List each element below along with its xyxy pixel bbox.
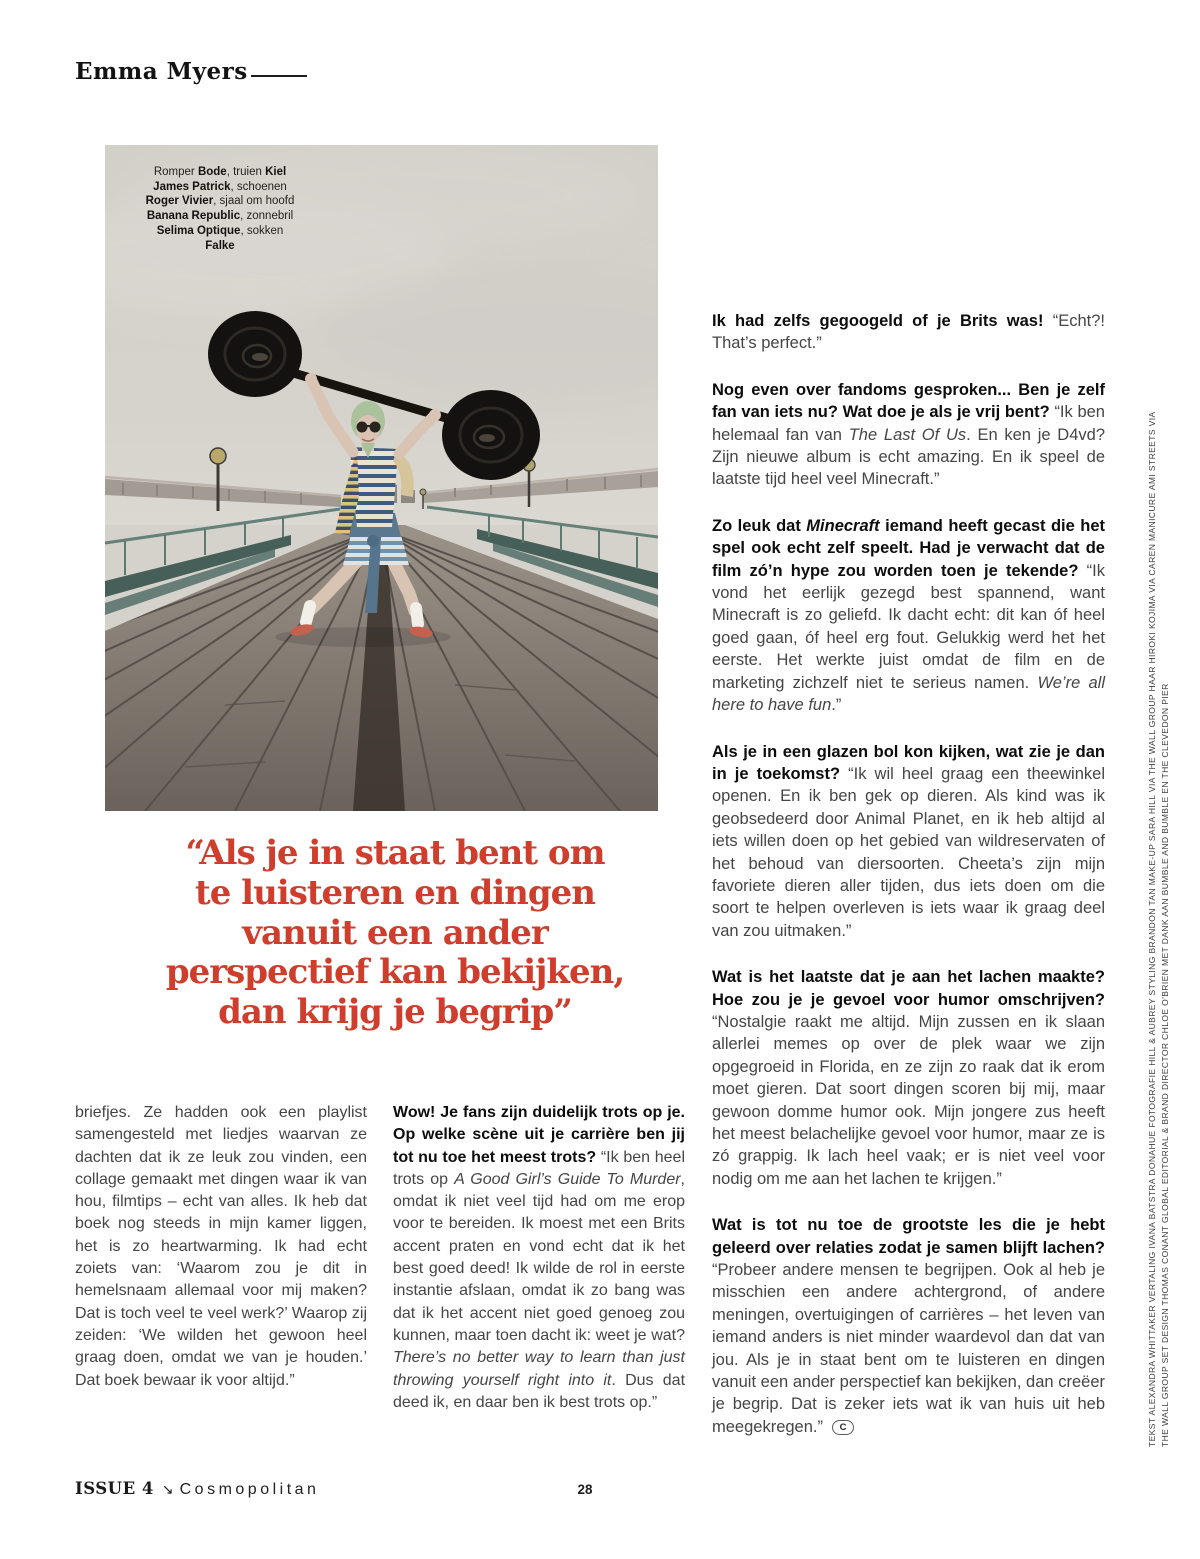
cosmo-end-mark: C (832, 1420, 855, 1435)
quote-line: “Als je in staat bent om (185, 833, 605, 873)
quote-line: dan krijg je begrip” (218, 992, 572, 1033)
paragraph (712, 310, 1105, 355)
paragraph (75, 1102, 367, 1392)
column-middle (393, 1102, 685, 1438)
column-left (75, 1102, 367, 1416)
text-run: iemand heeft gecast die het spel ook echt zelf speelt. Had je verwacht dat de film zó’n hype zou worden toen je tekende? (712, 516, 1105, 580)
text-run: “Ik vond het eerlijk gezegd best spannend, want Minecraft is zo geliefd. Ik dacht echt: dit kan óf heel goed gaan, óf heel erg fout. Gelukkig werd het het eerste. Het werkte juist omdat de film en de marketing zichzelf niet te serieus namen. (712, 561, 1105, 692)
text-run: “Echt?! That’s perfect.” (712, 312, 1105, 353)
pull-quote (95, 834, 695, 1033)
author-header (75, 58, 307, 85)
text-run: Romper (153, 166, 198, 178)
text-run: “Ik ben heel trots op (393, 1148, 685, 1188)
text-run: Ik had zelfs gegoogeld of je Brits was! (712, 312, 1053, 330)
text-run: Falke (205, 239, 235, 252)
paragraph (393, 1102, 685, 1414)
author-name: Emma Myers (75, 58, 248, 85)
text-run: Kiel James Patrick (153, 166, 287, 193)
credits-line-2: THE WALL GROUP SET DESIGN THOMAS CONANT GLOBAL EDITORIAL & BRAND DIRECTOR CHLOE O'BRIEN MET DANK AAN BUMBLE AND BUMBLE EN THE CLEVEDON PIER (1160, 683, 1170, 1447)
photo-illustration (105, 145, 658, 811)
author-underscore-rule (251, 75, 307, 77)
text-run: A Good Girl’s Guide To Murder (454, 1170, 681, 1188)
text-run: Wow! Je fans zijn duidelijk trots op je. Op welke scène uit je carrière ben jij tot nu toe het meest trots? (393, 1104, 685, 1166)
quote-line: perspectief kan bekijken, (165, 952, 625, 993)
credits-vertical (1146, 411, 1172, 1447)
column-right (712, 310, 1105, 1462)
page-number: 28 (577, 1482, 593, 1497)
text-run: Roger Vivier (145, 195, 214, 208)
text-run: The Last Of Us (848, 425, 967, 444)
text-run: Zo leuk dat (712, 516, 807, 535)
photo-caption (141, 165, 299, 253)
text-run: Als je in een glazen bol kon kijken, wat zie je dan in je toekomst? (712, 742, 1105, 783)
text-run: , schoenen (230, 180, 287, 193)
text-run: , truien (226, 166, 266, 178)
text-run: , sjaal om hoofd (213, 195, 295, 208)
paragraph (712, 379, 1105, 491)
text-run: Nog even over fandoms gesproken... Ben je zelf fan van iets nu? Wat doe je als je vrij bent? (712, 380, 1105, 422)
text-run: , omdat ik niet veel tijd had om me erop voor te bereiden. Ik moest met een Brits accent praten en vond echt dat ik het best goed deed! Ik wilde de rol in eerste instantie afslaan, omdat ik zo bang was dat ik het accent niet goed genoeg zou kunnen, maar toen dacht ik: weet je wat? (393, 1170, 685, 1344)
text-run: There’s no better way to learn than just throwing yourself right into it (393, 1349, 685, 1389)
text-run: “Ik ben helemaal fan van (712, 403, 1105, 444)
text-run: , zonnebril (240, 210, 294, 223)
quote-line: te luisteren en dingen (194, 872, 596, 913)
paragraph (712, 515, 1105, 717)
text-run: Selima Optique (156, 224, 241, 237)
text-run: Minecraft (806, 516, 880, 535)
text-run: .” (831, 696, 842, 715)
paragraph (712, 741, 1105, 943)
text-run: “Nostalgie raakt me altijd. Mijn zussen en ik slaan allerlei memes op over de plek waar we zijn opgegroeid in Florida, en ze zijn zo raak dat ik erom moet gieren. Dat soort dingen scoren bij mij, maar gewoon domme humor ook. Mijn jongere zus heeft het meest belachelijke gevoel voor humor, maar ze is zó grappig. Ik lach heel vaak; er is niet veel voor nodig om me aan het lachen te krijgen.” (712, 1012, 1105, 1188)
paragraph (712, 966, 1105, 1190)
text-run: “Ik wil heel graag een theewinkel openen. En ik ben gek op dieren. Als kind was ik geobsedeerd door Animal Planet, en ik heb altijd al iets willen doen op het gebied van wildreservaten of het behoud van diersoorten. Cheeta’s zijn mijn favoriete dieren aller tijden, dus iets doen om die soort te helpen overleven is iets waar ik graag deel van zou uitmaken.” (712, 764, 1105, 940)
text-run: . Dus dat deed ik, en daar ben ik best trots op.” (393, 1371, 686, 1411)
footer-issue-label: ISSUE 4 (75, 1479, 154, 1498)
text-run: We’re all here to have fun (712, 673, 1105, 715)
footer-magazine-name: Cosmopolitan (179, 1481, 320, 1498)
quote-line: vanuit een ander (242, 912, 548, 953)
text-run: Wat is tot nu toe de grootste les die je hebt geleerd over relaties zodat je samen blijft lachen? (712, 1216, 1105, 1257)
text-run: Bode (197, 166, 227, 178)
text-run: , sokken (240, 224, 284, 237)
text-run: briefjes. Ze hadden ook een playlist samengesteld met liedjes waarvan ze dachten dat ik ze leuk zou vinden, een collage gemaakt met dingen waar ik van hou, filmtips – echt van alles. Ik heb dat boek nog steeds in mijn kamer liggen, het is zo heartwarming. Ik had echt zoiets van: ‘Waarom zou je dit in hemelsnaam allemaal voor mij maken? Dat is toch veel te veel werk?’ Waarop zij zeiden: ‘We wilden het gewoon heel graag doen, omdat we van je houden.’ Dat boek bewaar ik voor altijd.” (75, 1104, 367, 1389)
text-run: . En ken je D4vd? Zijn nieuwe album is echt amazing. En ik speel de laatste tijd heel veel Minecraft.” (712, 425, 1105, 489)
footer (75, 1479, 319, 1499)
text-run: Banana Republic (146, 210, 241, 223)
text-run: “Probeer andere mensen te begrijpen. Ook al heb je misschien een andere achtergrond, of andere meningen, overtuigingen of carrières – het leven van iemand anders is niet minder waardevol dan dat van jou. Als je in staat bent om te luisteren en dingen vanuit een ander perspectief kan bekijken, dan creëer je begrip. Dat is zeker iets wat ik van huis uit heb meegekregen.” (712, 1261, 1105, 1436)
text-run: Wat is het laatste dat je aan het lachen maakte? Hoe zou je je gevoel voor humor omschrijven? (712, 968, 1105, 1009)
credits-line-1: TEKST ALEXANDRA WHITTAKER VERTALING IVANA BATSTRA DONAHUE FOTOGRAFIE HILL & AUBREY STYLING BRANDON TAN MAKE-UP SARA HILL VIA THE WALL GROUP HAAR HIROKI KOJIMA VIA CAREN MANICURE AMI STREETS VIA (1147, 411, 1157, 1447)
arrow-down-right-icon: ↘ (161, 1481, 174, 1497)
paragraph (712, 1214, 1105, 1438)
